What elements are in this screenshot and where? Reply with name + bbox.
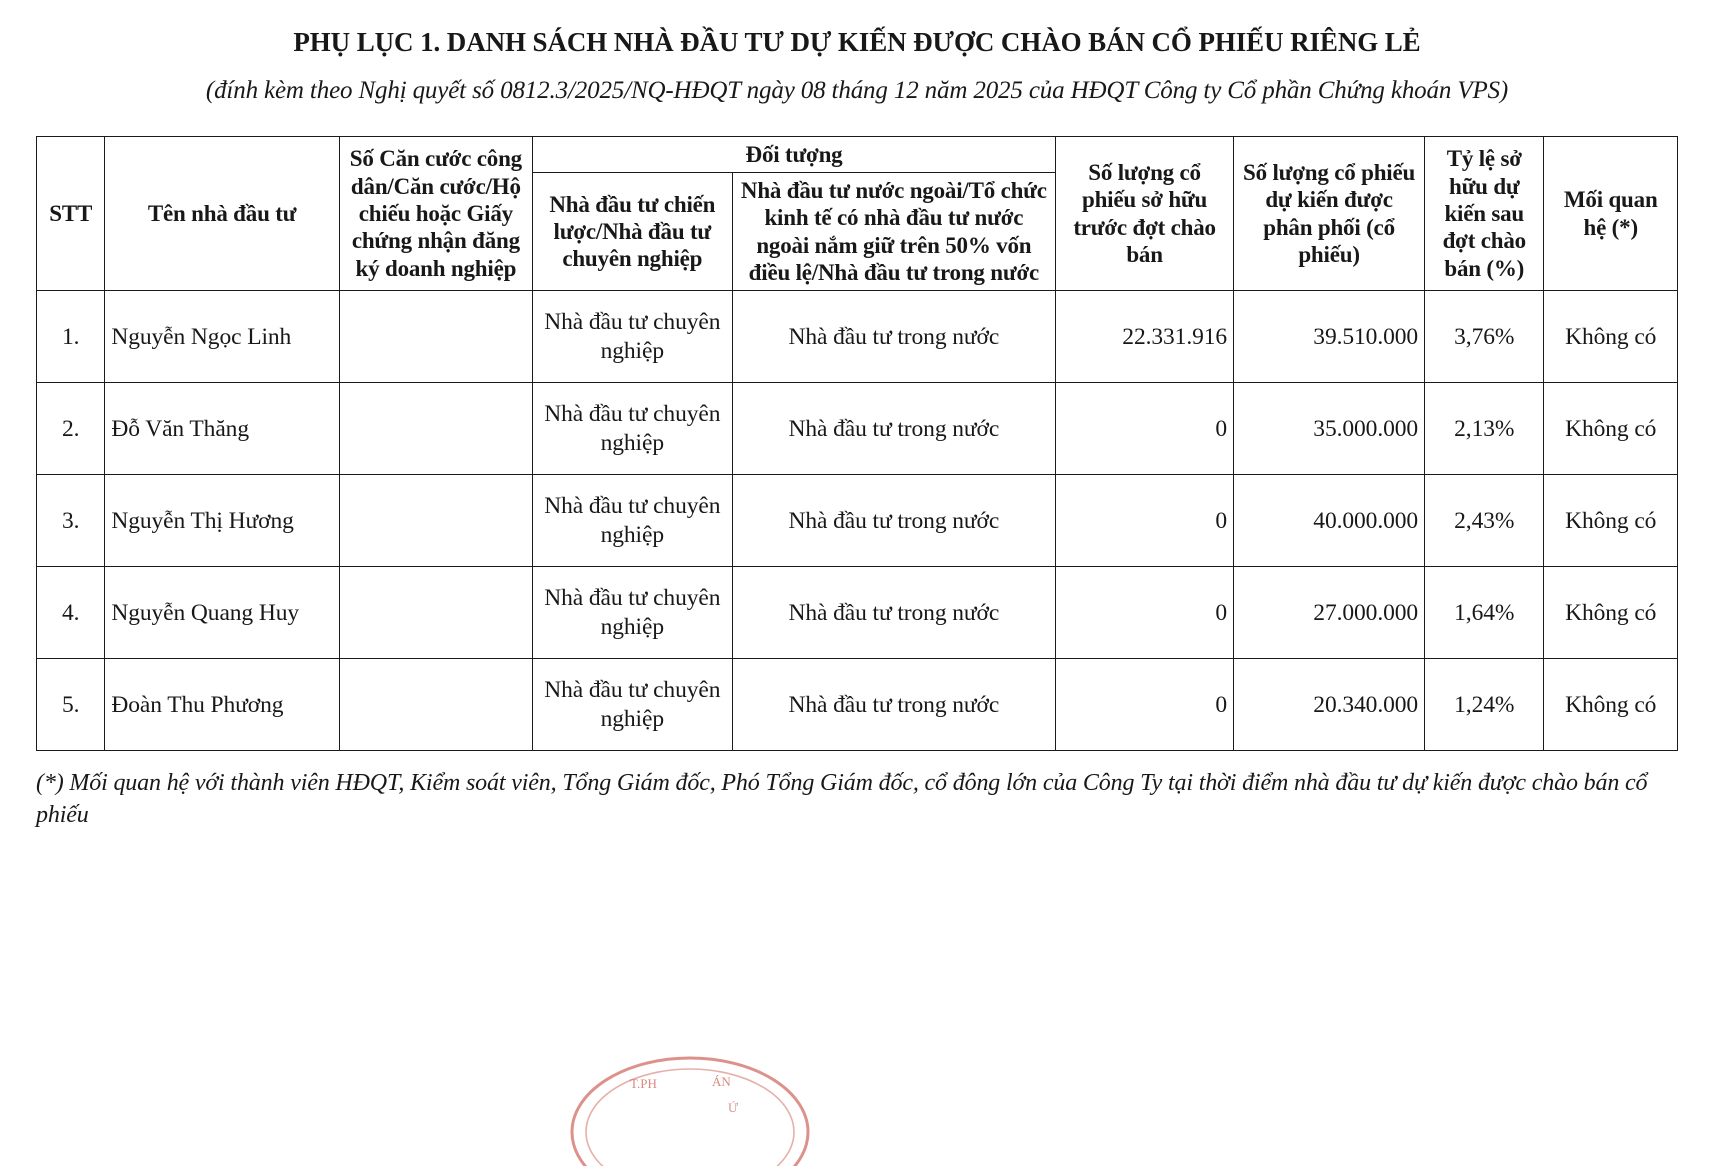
cell-ownership-ratio: 2,43% (1425, 475, 1544, 567)
cell-relationship: Không có (1544, 475, 1678, 567)
cell-investor-name: Nguyễn Thị Hương (105, 475, 339, 567)
company-seal-stamp (560, 1046, 820, 1166)
cell-stt: 4. (37, 567, 105, 659)
cell-id-number (339, 475, 532, 567)
cell-shares-allocated: 40.000.000 (1234, 475, 1425, 567)
cell-stt: 1. (37, 291, 105, 383)
cell-ownership-ratio: 1,64% (1425, 567, 1544, 659)
table-row (37, 659, 1678, 751)
column-header-subject: Đối tượng (532, 136, 1055, 172)
cell-shares-before: 0 (1056, 659, 1234, 751)
cell-ownership-ratio: 3,76% (1425, 291, 1544, 383)
page-title: PHỤ LỤC 1. DANH SÁCH NHÀ ĐẦU TƯ DỰ KIẾN ĐƯỢC CHÀO BÁN CỔ PHIẾU RIÊNG LẺ (293, 27, 1421, 57)
cell-investor-name: Đỗ Văn Thăng (105, 383, 339, 475)
cell-id-number (339, 291, 532, 383)
cell-shares-before: 0 (1056, 567, 1234, 659)
cell-subject-foreign: Nhà đầu tư trong nước (732, 567, 1055, 659)
header-row-primary (37, 136, 1678, 172)
table-row (37, 291, 1678, 383)
table-container (36, 136, 1678, 752)
column-header-investor-name: Tên nhà đầu tư (105, 136, 339, 291)
svg-text:ÁN: ÁN (712, 1074, 731, 1089)
column-header-subject-strategic: Nhà đầu tư chiến lược/Nhà đầu tư chuyên nghiệp (532, 173, 732, 291)
table-header (37, 136, 1678, 291)
cell-shares-allocated: 35.000.000 (1234, 383, 1425, 475)
cell-subject-strategic: Nhà đầu tư chuyên nghiệp (532, 567, 732, 659)
cell-subject-strategic: Nhà đầu tư chuyên nghiệp (532, 383, 732, 475)
cell-stt: 2. (37, 383, 105, 475)
footnote-text: (*) Mối quan hệ với thành viên HĐQT, Kiểm soát viên, Tổng Giám đốc, Phó Tổng Giám đốc, cổ đông lớn của Công Ty tại thời điểm nhà đầu tư dự kiến được chào bán cổ phiếu (36, 770, 1648, 828)
cell-subject-strategic: Nhà đầu tư chuyên nghiệp (532, 659, 732, 751)
column-header-ownership-ratio: Tỷ lệ sở hữu dự kiến sau đợt chào bán (%) (1425, 136, 1544, 291)
cell-shares-before: 0 (1056, 383, 1234, 475)
cell-subject-strategic: Nhà đầu tư chuyên nghiệp (532, 475, 732, 567)
cell-id-number (339, 659, 532, 751)
cell-stt: 5. (37, 659, 105, 751)
cell-stt: 3. (37, 475, 105, 567)
cell-ownership-ratio: 2,13% (1425, 383, 1544, 475)
table-body (37, 291, 1678, 751)
column-header-shares-before: Số lượng cổ phiếu sở hữu trước đợt chào bán (1056, 136, 1234, 291)
cell-subject-foreign: Nhà đầu tư trong nước (732, 383, 1055, 475)
svg-text:Ứ: Ứ (728, 1100, 739, 1115)
cell-investor-name: Nguyễn Quang Huy (105, 567, 339, 659)
cell-investor-name: Nguyễn Ngọc Linh (105, 291, 339, 383)
cell-relationship: Không có (1544, 383, 1678, 475)
cell-relationship: Không có (1544, 567, 1678, 659)
document-subtitle: (đính kèm theo Nghị quyết số 0812.3/2025/NQ-HĐQT ngày 08 tháng 12 năm 2025 của HĐQT Công ty Cổ phần Chứng khoán VPS) (205, 77, 1509, 105)
cell-shares-before: 0 (1056, 475, 1234, 567)
cell-investor-name: Đoàn Thu Phương (105, 659, 339, 751)
cell-shares-allocated: 39.510.000 (1234, 291, 1425, 383)
cell-subject-foreign: Nhà đầu tư trong nước (732, 475, 1055, 567)
column-header-id-number: Số Căn cước công dân/Căn cước/Hộ chiếu hoặc Giấy chứng nhận đăng ký doanh nghiệp (339, 136, 532, 291)
cell-subject-foreign: Nhà đầu tư trong nước (732, 291, 1055, 383)
cell-shares-allocated: 27.000.000 (1234, 567, 1425, 659)
cell-relationship: Không có (1544, 659, 1678, 751)
cell-shares-allocated: 20.340.000 (1234, 659, 1425, 751)
cell-relationship: Không có (1544, 291, 1678, 383)
cell-subject-strategic: Nhà đầu tư chuyên nghiệp (532, 291, 732, 383)
table-row (37, 383, 1678, 475)
cell-subject-foreign: Nhà đầu tư trong nước (732, 659, 1055, 751)
cell-id-number (339, 383, 532, 475)
table-row (37, 567, 1678, 659)
column-header-stt: STT (37, 136, 105, 291)
title-block (0, 0, 1714, 107)
column-header-relationship: Mối quan hệ (*) (1544, 136, 1678, 291)
table-row (37, 475, 1678, 567)
column-header-subject-foreign: Nhà đầu tư nước ngoài/Tổ chức kinh tế có nhà đầu tư nước ngoài nắm giữ trên 50% vốn điều lệ/Nhà đầu tư trong nước (732, 173, 1055, 291)
cell-ownership-ratio: 1,24% (1425, 659, 1544, 751)
cell-shares-before: 22.331.916 (1056, 291, 1234, 383)
investors-table (36, 136, 1678, 752)
svg-text:T.PH: T.PH (630, 1076, 657, 1091)
column-header-shares-allocated: Số lượng cổ phiếu dự kiến được phân phối (cổ phiếu) (1234, 136, 1425, 291)
cell-id-number (339, 567, 532, 659)
